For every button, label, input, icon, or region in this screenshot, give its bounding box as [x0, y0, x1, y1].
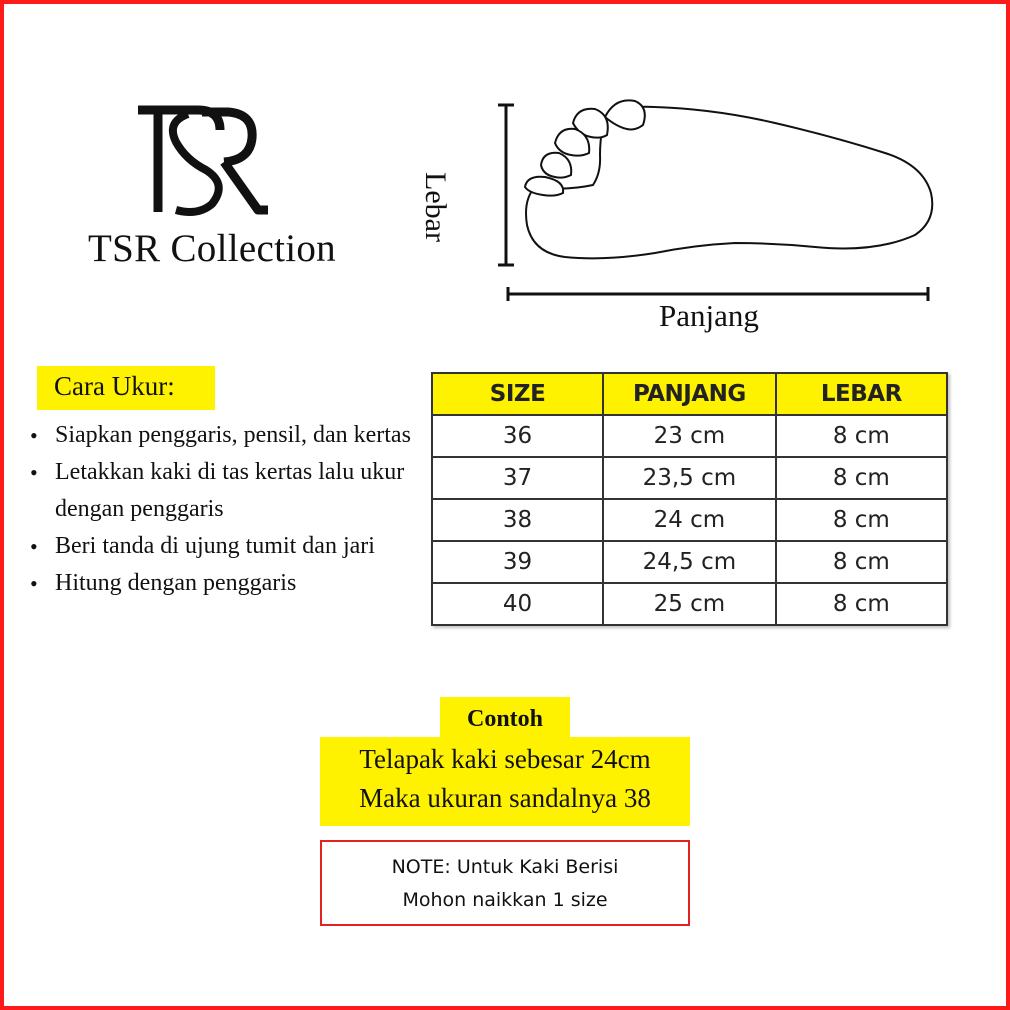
header-panjang: PANJANG [603, 373, 776, 415]
list-item: • Siapkan penggaris, pensil, dan kertas [30, 417, 430, 454]
howto-steps [30, 417, 430, 602]
cell-size: 36 [432, 415, 603, 457]
cell-size: 40 [432, 583, 603, 625]
table-row [432, 499, 947, 541]
header-size: SIZE [432, 373, 603, 415]
example-box [320, 737, 690, 826]
example-title: Contoh [440, 697, 570, 739]
table-row [432, 415, 947, 457]
note-line-1: NOTE: Untuk Kaki Berisi [391, 856, 619, 878]
cell-lebar: 8 cm [776, 583, 947, 625]
cell-panjang: 25 cm [603, 583, 776, 625]
table-row [432, 583, 947, 625]
cell-lebar: 8 cm [776, 415, 947, 457]
brand-name: TSR Collection [88, 227, 336, 270]
note-box [320, 840, 690, 926]
cell-panjang: 24 cm [603, 499, 776, 541]
header-lebar: LEBAR [776, 373, 947, 415]
cell-size: 38 [432, 499, 603, 541]
size-chart-table [431, 372, 948, 626]
cell-lebar: 8 cm [776, 499, 947, 541]
example-line-1: Telapak kaki sebesar 24cm [359, 744, 651, 774]
list-item: • Hitung dengan penggaris [30, 565, 430, 602]
cell-lebar: 8 cm [776, 541, 947, 583]
tsr-logo-icon [128, 100, 278, 225]
cell-panjang: 23,5 cm [603, 457, 776, 499]
width-label: Lebar [419, 172, 452, 242]
note-line-2: Mohon naikkan 1 size [402, 889, 608, 911]
howto-title: Cara Ukur: [37, 366, 215, 410]
cell-panjang: 23 cm [603, 415, 776, 457]
cell-size: 39 [432, 541, 603, 583]
table-header-row [432, 373, 947, 415]
cell-panjang: 24,5 cm [603, 541, 776, 583]
table-row [432, 541, 947, 583]
cell-lebar: 8 cm [776, 457, 947, 499]
list-item: • Letakkan kaki di tas kertas lalu ukur dengan penggaris [30, 454, 430, 528]
list-item: • Beri tanda di ujung tumit dan jari [30, 528, 430, 565]
table-row [432, 457, 947, 499]
length-label: Panjang [659, 298, 759, 333]
cell-size: 37 [432, 457, 603, 499]
example-line-2: Maka ukuran sandalnya 38 [359, 783, 651, 813]
